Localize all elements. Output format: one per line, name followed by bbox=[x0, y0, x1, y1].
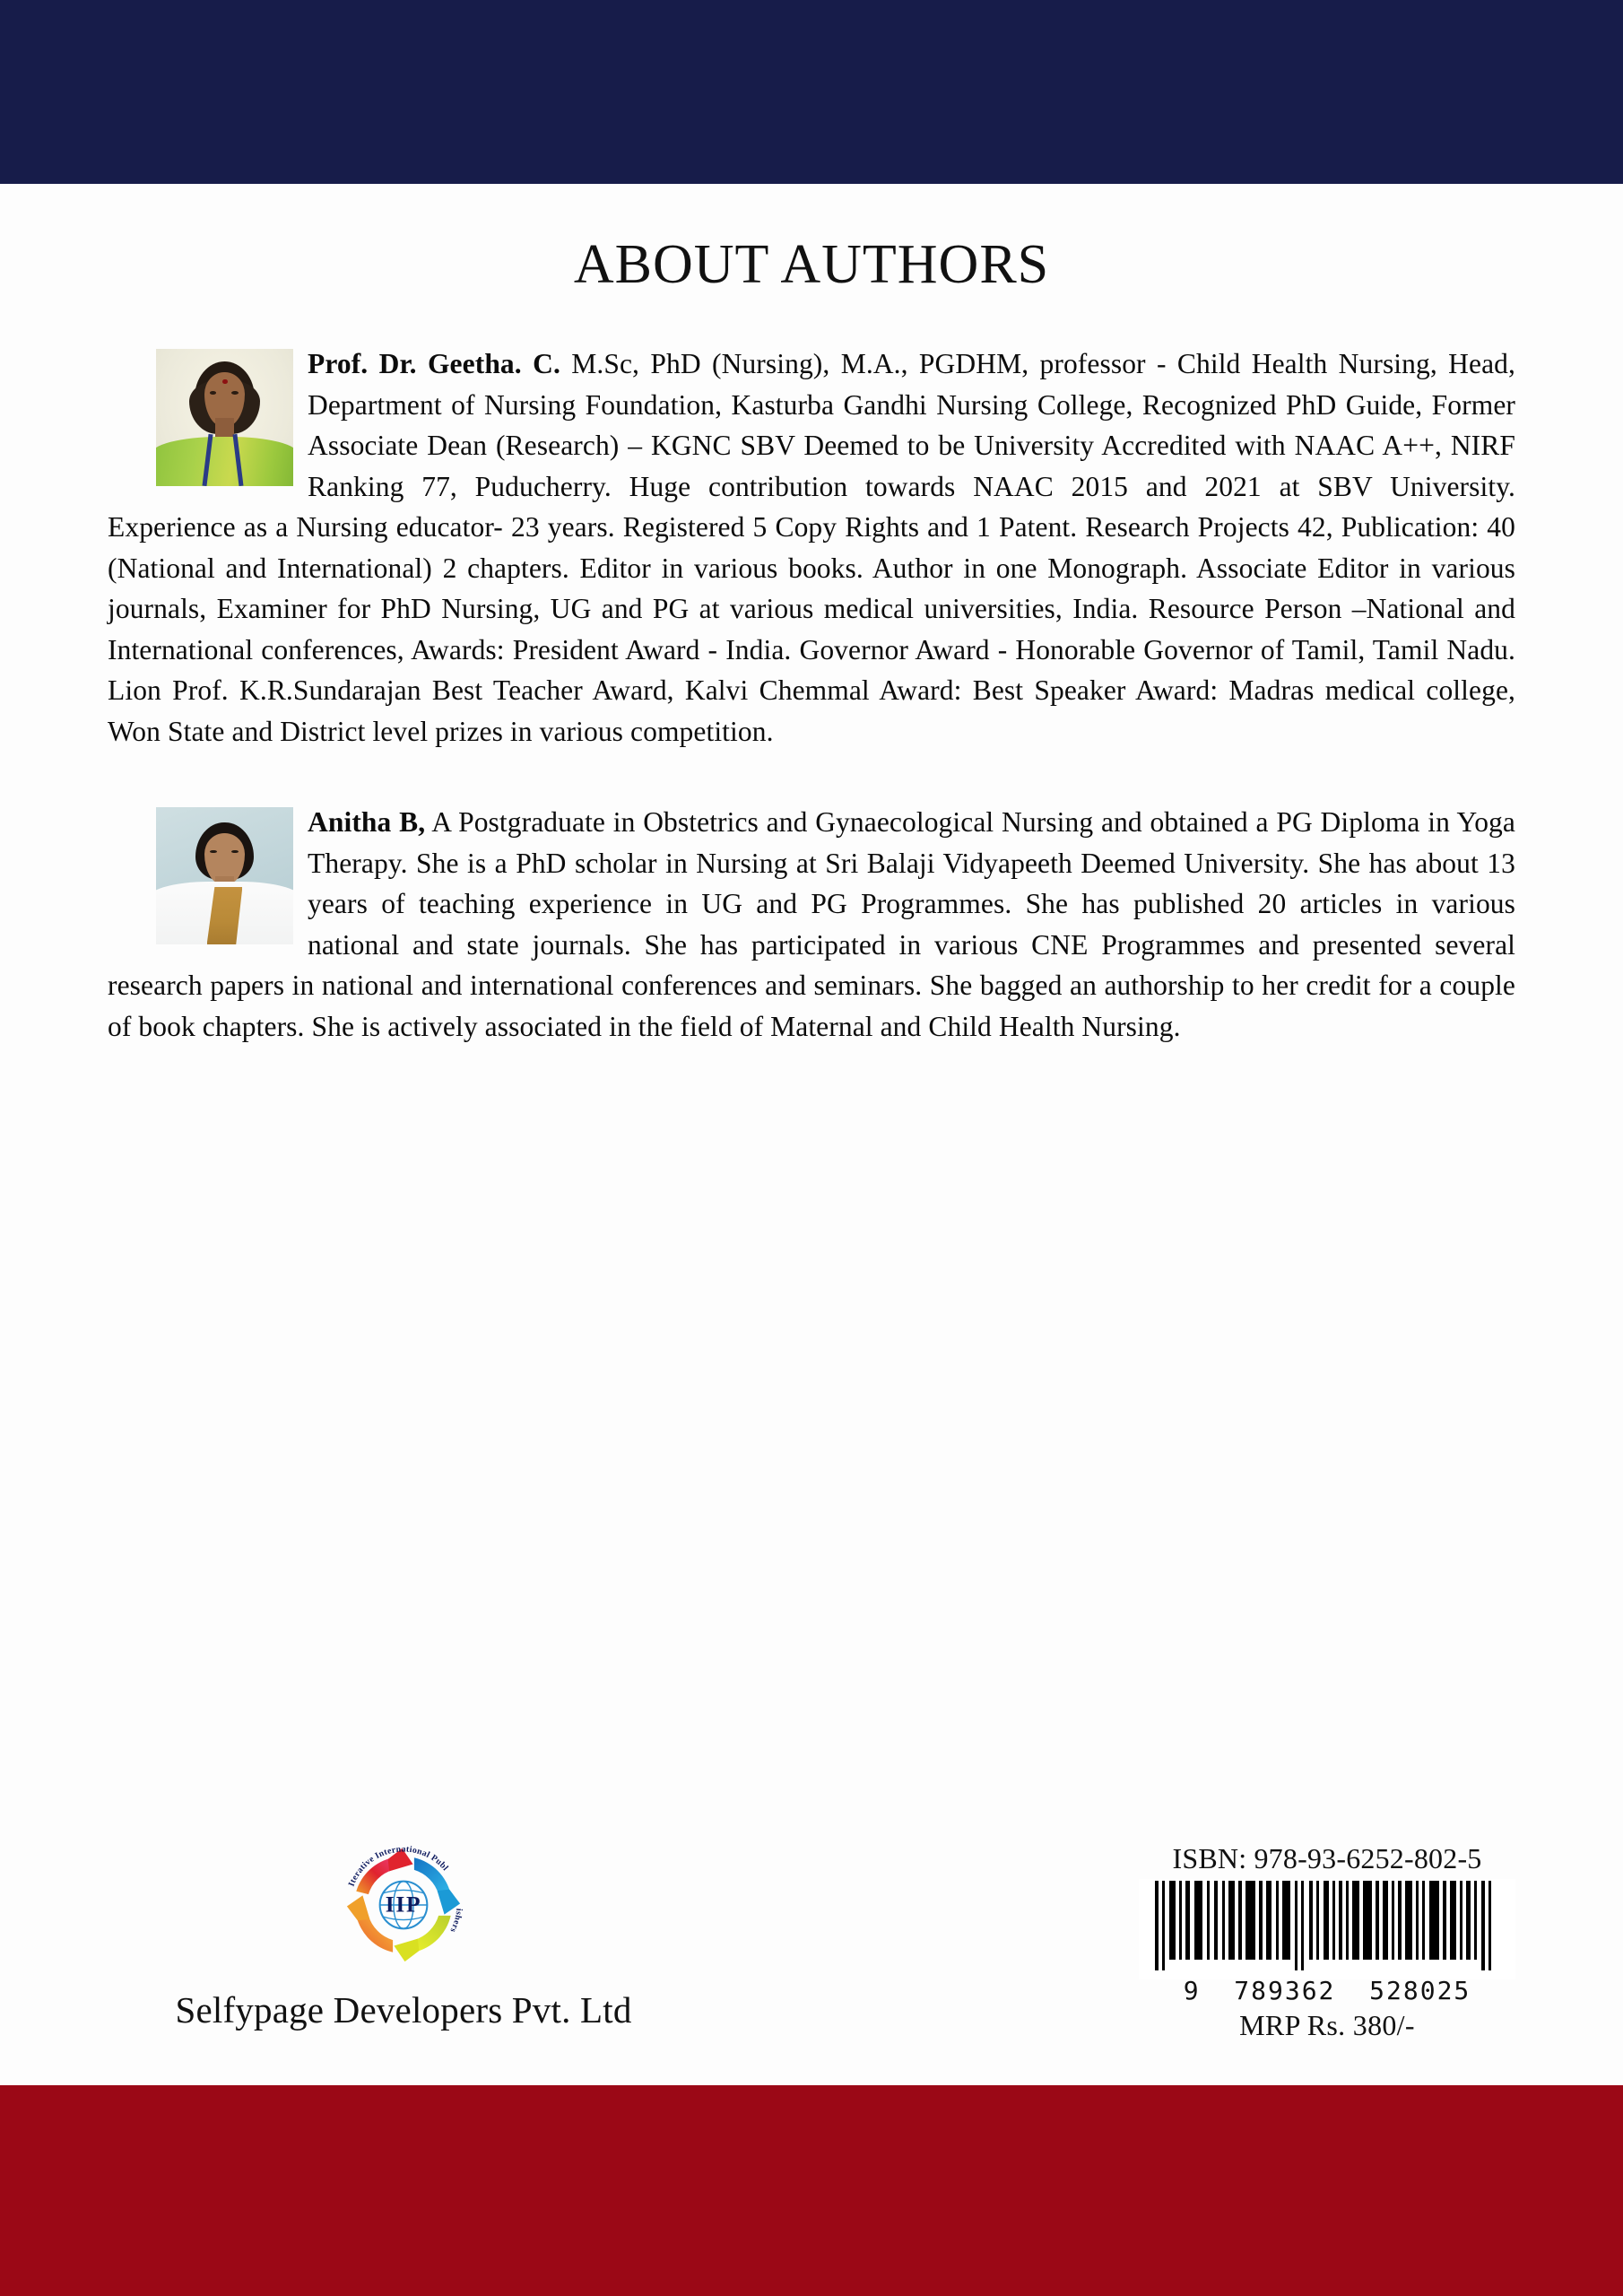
cover-footer bbox=[0, 1726, 1623, 2085]
barcode-digits-mid: 789362 bbox=[1234, 1976, 1336, 2005]
author-bio-2: A Postgraduate in Obstetrics and Gynaecological Nursing and obtained a PG Diploma in Yoga Therapy. She is a PhD scholar in Nursing at Sri Balaji Vidyapeeth Deemed University. She has about 13 years of teaching experience in UG and PG Programmes. She has published 20 articles in various national and state journals. She has participated in various CNE Programmes and presented several research papers in national and international conferences and seminars. She bagged an authorship to her credit for a couple of book chapters. She is actively associated in the field of Maternal and Child Health Nursing. bbox=[108, 806, 1515, 1042]
mrp-price: MRP Rs. 380/- bbox=[1239, 2009, 1415, 2041]
publisher-name: Selfypage Developers Pvt. Ltd bbox=[175, 1989, 632, 2031]
page-title: ABOUT AUTHORS bbox=[573, 234, 1050, 295]
author-block-1 bbox=[108, 344, 1515, 752]
isbn-barcode bbox=[1139, 1879, 1515, 1979]
barcode-digits-right: 528025 bbox=[1369, 1976, 1471, 2005]
barcode-digits bbox=[1130, 1976, 1524, 2005]
top-navy-band bbox=[0, 0, 1623, 184]
author-block-2 bbox=[108, 802, 1515, 1047]
svg-text:IIP: IIP bbox=[385, 1891, 422, 1918]
isbn-block bbox=[1130, 1842, 1524, 2042]
isbn-number: ISBN: 978-93-6252-802-5 bbox=[1172, 1842, 1482, 1874]
iip-logo-svg bbox=[327, 1829, 480, 1981]
bottom-red-band bbox=[0, 2085, 1623, 2296]
author-bio-1: M.Sc, PhD (Nursing), M.A., PGDHM, professor - Child Health Nursing, Head, Department of Nursing Foundation, Kasturba Gandhi Nursing College, Recognized PhD Guide, Former Associate Dean (Research) – KGNC SBV Deemed to be University Accredited with NAAC A++, NIRF Ranking 77, Puducherry. Huge contribution towards NAAC 2015 and 2021 at SBV University. Experience as a Nursing educator- 23 years. Registered 5 Copy Rights and 1 Patent. Research Projects 42, Publication: 40 (National and International) 2 chapters. Editor in various books. Author in one Monograph. Associate Editor in various journals, Examiner for PhD Nursing, UG and PG at various medical universities, India. Resource Person –National and International conferences, Awards: President Award - India. Governor Award - Honorable Governor of Tamil, Tamil Nadu. Lion Prof. K.R.Sundarajan Best Teacher Award, Kalvi Chemmal Award: Best Speaker Award: Madras medical college, Won State and District level prizes in various competition. bbox=[108, 348, 1515, 747]
svg-text:Iterative International Publ: Iterative International Publ bbox=[346, 1844, 451, 1888]
iip-logo bbox=[327, 1829, 480, 1981]
publisher-block bbox=[126, 1829, 681, 2031]
barcode-digit-prefix: 9 bbox=[1183, 1976, 1201, 2005]
svg-text:ishers: ishers bbox=[447, 1908, 464, 1935]
author-photo-anitha bbox=[156, 807, 293, 944]
author-name-2: Anitha B, bbox=[308, 806, 426, 839]
author-photo-geetha bbox=[156, 349, 293, 486]
author-name-1: Prof. Dr. Geetha. C. bbox=[308, 348, 560, 379]
